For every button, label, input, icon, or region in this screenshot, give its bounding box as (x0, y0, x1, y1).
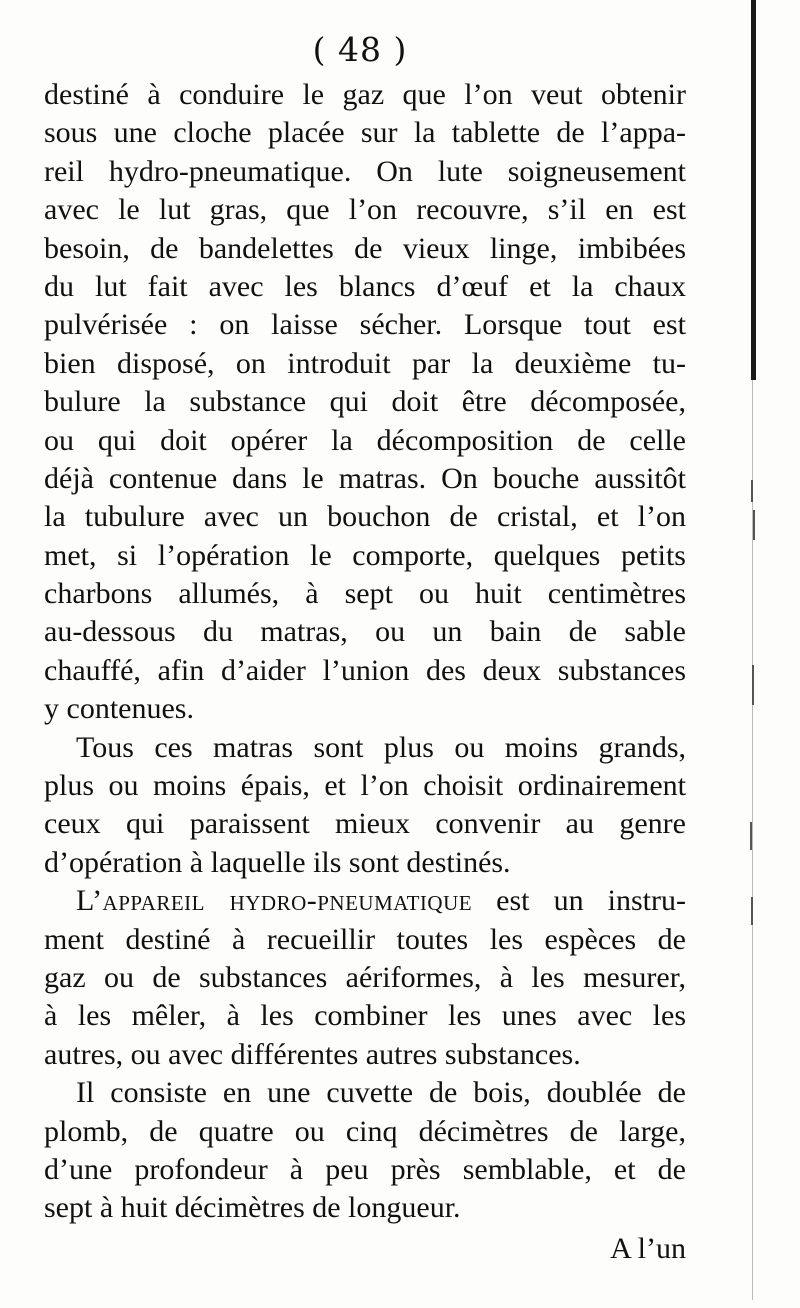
text-line: bulure la substance qui doit être décomposée, (44, 385, 686, 419)
text-line: sept à huit décimètres de longueur. (44, 1191, 461, 1225)
margin-speck (752, 665, 754, 705)
text-line: avec le lut gras, que l’on recouvre, s’il en est (44, 193, 686, 227)
catchword: A l’un (610, 1232, 686, 1265)
text-line: bien disposé, on introduit par la deuxième tu- (44, 346, 686, 380)
text-line: au-dessous du matras, ou un bain de sable (44, 615, 686, 649)
text-line: charbons allumés, à sept ou huit centimètres (44, 577, 686, 611)
text-line: plomb, de quatre ou cinq décimètres de large, (44, 1114, 686, 1148)
text-line: la tubulure avec un bouchon de cristal, et l’on (44, 500, 686, 534)
text-line: destiné à conduire le gaz que l’on veut obtenir (44, 78, 686, 111)
term-heading: L’appareil hydro-pneumatique (76, 884, 473, 918)
margin-speck (751, 480, 753, 502)
text-line: du lut fait avec les blancs d’œuf et la chaux (44, 269, 686, 303)
text-line: y contenues. (44, 692, 194, 726)
margin-speck (751, 897, 753, 925)
binding-shadow (751, 0, 756, 380)
text-line: Il consiste en une cuvette de bois, doublée de (76, 1076, 686, 1110)
text-line: autres, ou avec différentes autres substances. (44, 1037, 581, 1071)
text-line: d’opération à laquelle ils sont destinés. (44, 845, 511, 879)
margin-speck (750, 822, 752, 850)
text-line: ment destiné à recueillir toutes les espèces de (44, 922, 686, 956)
text-line: chauffé, afin d’aider l’union des deux substances (44, 653, 686, 687)
text-line: à les mêler, à les combiner les unes avec les (44, 999, 686, 1033)
text-line: d’une profondeur à peu près semblable, et de (44, 1152, 686, 1186)
page-number: ( 48 ) (312, 30, 408, 69)
body-text (44, 76, 686, 1228)
text-line: pulvérisée : on laisse sécher. Lorsque tout est (44, 308, 686, 342)
text-fragment: est un instru- (496, 884, 686, 918)
text-line: Tous ces matras sont plus ou moins grands, (76, 730, 686, 764)
text-line: gaz ou de substances aériformes, à les mesurer, (44, 960, 686, 994)
text-line: ou qui doit opérer la décomposition de celle (44, 423, 686, 457)
text-line: sous une cloche placée sur la tablette de l’appa- (44, 116, 686, 150)
text-line: plus ou moins épais, et l’on choisit ordinairement (44, 769, 686, 803)
text-line: ceux qui paraissent mieux convenir au genre (44, 807, 686, 841)
margin-speck (753, 510, 755, 540)
text-line: déjà contenue dans le matras. On bouche aussitôt (44, 461, 686, 495)
text-line (44, 882, 686, 920)
text-line: besoin, de bandelettes de vieux linge, imbibées (44, 231, 686, 265)
text-line: met, si l’opération le comporte, quelques petits (44, 538, 686, 572)
text-line: reil hydro-pneumatique. On lute soigneusement (44, 154, 686, 188)
